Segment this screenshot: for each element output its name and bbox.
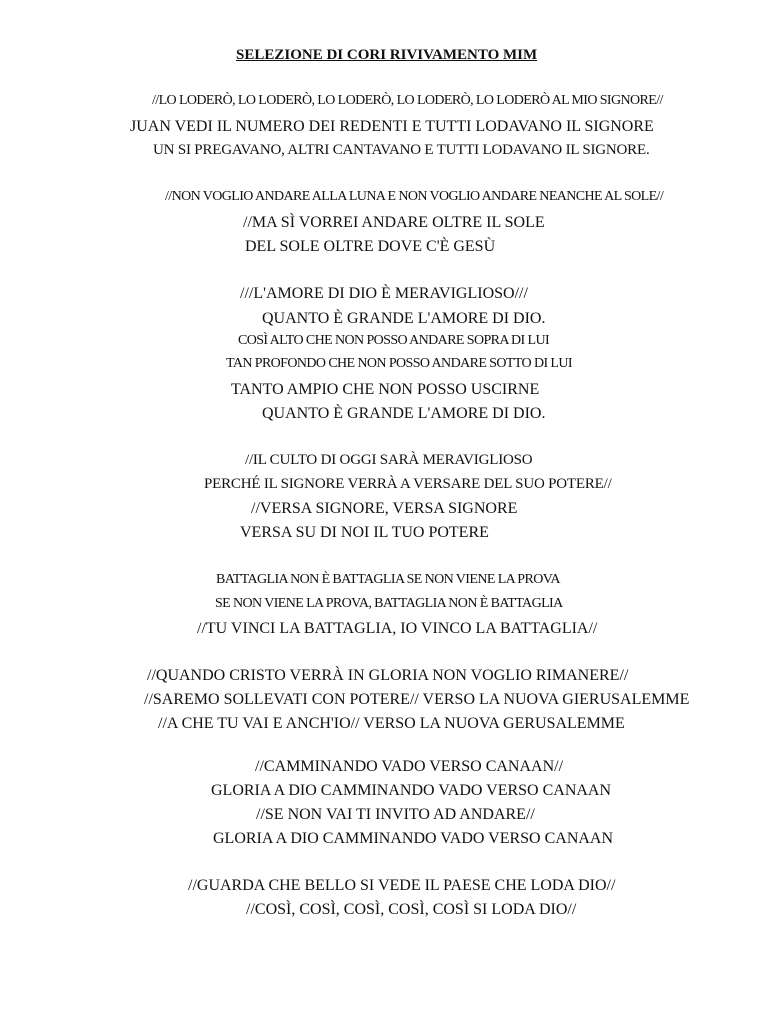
- lyric-line: //CAMMINANDO VADO VERSO CANAAN//: [255, 758, 564, 775]
- lyric-line: TANTO AMPIO CHE NON POSSO USCIRNE: [231, 381, 540, 398]
- lyric-line: UN SI PREGAVANO, ALTRI CANTAVANO E TUTTI LODAVANO IL SIGNORE.: [153, 142, 650, 158]
- lyric-line: VERSA SU DI NOI IL TUO POTERE: [240, 524, 489, 541]
- lyric-line: COSÌ ALTO CHE NON POSSO ANDARE SOPRA DI LUI: [238, 333, 550, 348]
- lyric-line: DEL SOLE OLTRE DOVE C'È GESÙ: [245, 238, 496, 255]
- lyric-line: GLORIA A DIO CAMMINANDO VADO VERSO CANAAN: [213, 830, 614, 847]
- lyric-line: GLORIA A DIO CAMMINANDO VADO VERSO CANAAN: [211, 782, 612, 799]
- lyric-line: //A CHE TU VAI E ANCH'IO// VERSO LA NUOVA GERUSALEMME: [158, 715, 625, 732]
- lyric-line: JUAN VEDI IL NUMERO DEI REDENTI E TUTTI LODAVANO IL SIGNORE: [130, 118, 654, 135]
- lyric-line: SE NON VIENE LA PROVA, BATTAGLIA NON È BATTAGLIA: [215, 596, 563, 611]
- lyric-line: //LO LODERÒ, LO LODERÒ, LO LODERÒ, LO LODERÒ, LO LODERÒ AL MIO SIGNORE//: [152, 93, 663, 108]
- lyric-line: //VERSA SIGNORE, VERSA SIGNORE: [251, 500, 518, 517]
- lyric-line: //GUARDA CHE BELLO SI VEDE IL PAESE CHE LODA DIO//: [188, 877, 616, 894]
- lyric-line: TAN PROFONDO CHE NON POSSO ANDARE SOTTO DI LUI: [226, 356, 572, 371]
- lyric-line: ///L'AMORE DI DIO È MERAVIGLIOSO///: [240, 285, 528, 302]
- lyric-line: //IL CULTO DI OGGI SARÀ MERAVIGLIOSO: [245, 452, 533, 468]
- lyric-line: //SAREMO SOLLEVATI CON POTERE// VERSO LA NUOVA GIERUSALEMME: [144, 691, 690, 708]
- lyric-line: QUANTO È GRANDE L'AMORE DI DIO.: [262, 310, 546, 327]
- document-title: SELEZIONE DI CORI RIVIVAMENTO MIM: [236, 47, 538, 63]
- lyric-line: PERCHÉ IL SIGNORE VERRÀ A VERSARE DEL SUO POTERE//: [204, 476, 612, 492]
- lyric-line: //TU VINCI LA BATTAGLIA, IO VINCO LA BATTAGLIA//: [197, 620, 598, 637]
- lyric-line: //NON VOGLIO ANDARE ALLA LUNA E NON VOGLIO ANDARE NEANCHE AL SOLE//: [165, 189, 664, 204]
- lyric-line: //MA SÌ VORREI ANDARE OLTRE IL SOLE: [243, 214, 545, 231]
- lyric-line: QUANTO È GRANDE L'AMORE DI DIO.: [262, 405, 546, 422]
- lyric-line: //COSÌ, COSÌ, COSÌ, COSÌ, COSÌ SI LODA DIO//: [246, 901, 577, 918]
- lyric-line: //SE NON VAI TI INVITO AD ANDARE//: [256, 806, 535, 823]
- lyric-line: BATTAGLIA NON È BATTAGLIA SE NON VIENE LA PROVA: [216, 572, 560, 587]
- lyric-line: //QUANDO CRISTO VERRÀ IN GLORIA NON VOGLIO RIMANERE//: [147, 667, 629, 684]
